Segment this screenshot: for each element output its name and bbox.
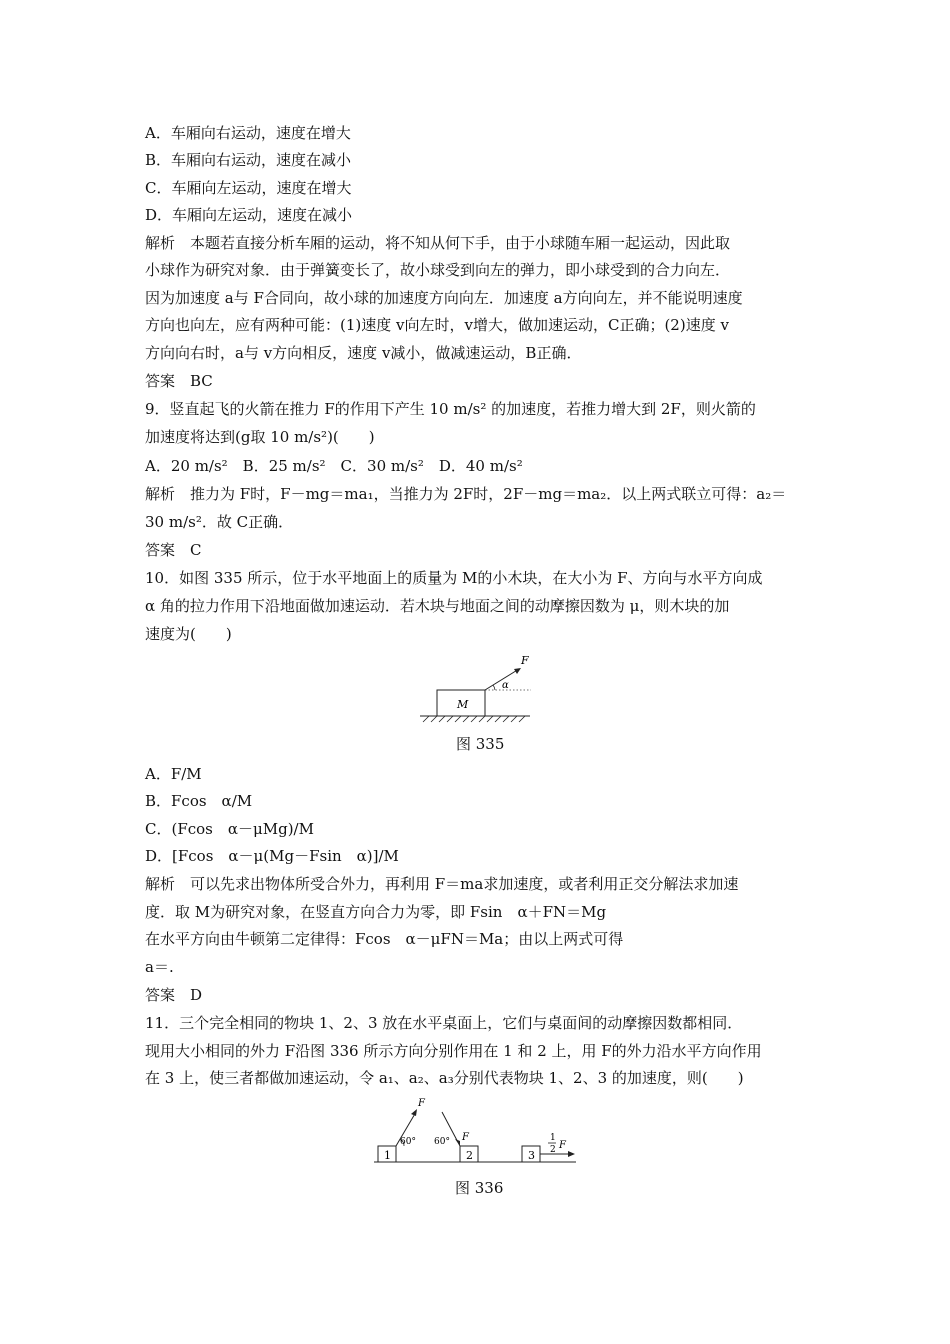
block-m-label: M bbox=[457, 698, 469, 711]
arrowhead-icon bbox=[411, 1109, 417, 1116]
figure-336-diagram bbox=[370, 1094, 580, 1166]
q10-analysis-line: a＝. bbox=[145, 958, 174, 976]
arrowhead-icon bbox=[455, 1139, 460, 1146]
q10-option-d: D．[Fcos α－μ(Mg－Fsin α)]/M bbox=[145, 847, 399, 865]
block-2-force-label: F bbox=[462, 1132, 469, 1143]
q10-stem-line: 10．如图 335 所示，位于水平地面上的质量为 M的小木块，在大小为 F、方向与水平方向成 bbox=[145, 569, 763, 587]
q8-option-a: A．车厢向右运动，速度在增大 bbox=[145, 124, 351, 142]
half-numerator: 1 bbox=[550, 1133, 556, 1143]
figure-336-caption: 图 336 bbox=[455, 1179, 504, 1197]
q8-analysis-line: 小球作为研究对象．由于弹簧变长了，故小球受到向左的弹力，即小球受到的合力向左． bbox=[145, 261, 731, 279]
q8-analysis-line: 方向也向左，应有两种可能：(1)速度 v向左时，v增大，做加速运动，C正确；(2)速度 v bbox=[145, 316, 729, 334]
block-1-force-label: F bbox=[418, 1098, 425, 1109]
q10-analysis-line: 在水平方向由牛顿第二定律得：Fcos α－μFN＝Ma；由以上两式可得 bbox=[145, 930, 624, 948]
q8-answer: 答案 BC bbox=[145, 372, 213, 390]
q10-stem-line: α 角的拉力作用下沿地面做加速运动．若木块与地面之间的动摩擦因数为 μ，则木块的加 bbox=[145, 597, 730, 615]
q9-stem-line: 9．竖直起飞的火箭在推力 F的作用下产生 10 m/s² 的加速度，若推力增大到 2F，则火箭的 bbox=[145, 400, 756, 418]
q10-analysis-line: 度．取 M为研究对象，在竖直方向合力为零，即 Fsin α＋FN＝Mg bbox=[145, 903, 607, 921]
q11-stem-line: 11．三个完全相同的物块 1、2、3 放在水平桌面上，它们与桌面间的动摩擦因数都相同． bbox=[145, 1014, 743, 1032]
block-2-label: 2 bbox=[466, 1149, 473, 1162]
q9-answer: 答案 C bbox=[145, 541, 202, 559]
q8-analysis-line: 因为加速度 a与 F合同向，故小球的加速度方向向左．加速度 a方向向左，并不能说明速度 bbox=[145, 289, 743, 307]
q10-answer: 答案 D bbox=[145, 986, 203, 1004]
q11-stem-line: 现用大小相同的外力 F沿图 336 所示方向分别作用在 1 和 2 上，用 F的外力沿水平方向作用 bbox=[145, 1042, 762, 1060]
q9-analysis-line: 解析 推力为 F时，F－mg＝ma₁，当推力为 2F时，2F－mg＝ma₂．以上两式联立可得：a₂＝ bbox=[145, 485, 787, 503]
block-1-label: 1 bbox=[384, 1149, 391, 1162]
block-3-force-label: F bbox=[559, 1140, 566, 1151]
q9-options: A．20 m/s² B．25 m/s² C．30 m/s² D．40 m/s² bbox=[145, 457, 523, 475]
q11-stem-line: 在 3 上，使三者都做加速运动，令 a₁、a₂、a₃分别代表物块 1、2、3 的加速度，则( ) bbox=[145, 1069, 744, 1087]
half-denominator: 2 bbox=[550, 1145, 556, 1155]
block-2-angle-label: 60° bbox=[434, 1137, 450, 1147]
block-3-label: 3 bbox=[528, 1149, 535, 1162]
figure-335-diagram bbox=[415, 652, 535, 724]
block-1-angle-label: 60° bbox=[400, 1137, 416, 1147]
q8-option-d: D．车厢向左运动，速度在减小 bbox=[145, 206, 353, 224]
q10-analysis-line: 解析 可以先求出物体所受合外力，再利用 F＝ma求加速度，或者利用正交分解法求加速 bbox=[145, 875, 739, 893]
q10-option-a: A．F/M bbox=[145, 765, 202, 783]
q8-option-c: C．车厢向左运动，速度在增大 bbox=[145, 179, 352, 197]
q8-option-b: B．车厢向右运动，速度在减小 bbox=[145, 151, 352, 169]
q9-stem-line: 加速度将达到(g取 10 m/s²)( ) bbox=[145, 428, 375, 446]
force-f-label: F bbox=[521, 654, 529, 667]
q8-analysis-line: 解析 本题若直接分析车厢的运动，将不知从何下手，由于小球随车厢一起运动，因此取 bbox=[145, 234, 731, 252]
q8-analysis-line: 方向向右时，a与 v方向相反，速度 v减小，做减速运动，B正确． bbox=[145, 344, 582, 362]
q10-stem-line: 速度为( ) bbox=[145, 625, 232, 643]
q10-option-b: B．Fcos α/M bbox=[145, 792, 253, 810]
q10-option-c: C．(Fcos α－μMg)/M bbox=[145, 820, 314, 838]
arrowhead-icon bbox=[568, 1151, 575, 1157]
angle-alpha-label: α bbox=[502, 680, 509, 691]
figure-335-caption: 图 335 bbox=[456, 735, 505, 753]
q9-analysis-line: 30 m/s²．故 C正确． bbox=[145, 513, 294, 531]
